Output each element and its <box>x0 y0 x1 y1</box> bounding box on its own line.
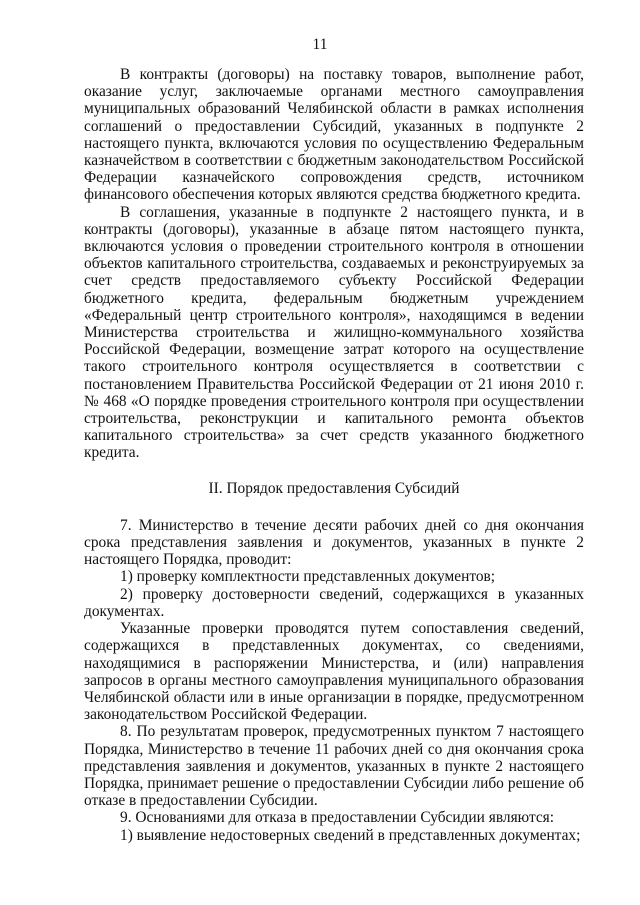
paragraph: 8. По результатам проверок, предусмотренных пунктом 7 настоящего Порядка, Министерство в течение 11 рабочих дней со дня окончания срока представления заявления и документов, указанных в пункте 2 настоящего Порядка, принимает решение о предоставлении Субсидии либо решение об отказе в предоставлении Субсидии. <box>84 723 584 810</box>
paragraph: В контракты (договоры) на поставку товаров, выполнение работ, оказание услуг, заключаемые органами местного самоуправления муниципальных образований Челябинской области в рамках исполнения соглашений о предоставлении Субсидий, указанных в подпункте 2 настоящего пункта, включаются условия по осуществлению Федеральным казначейством в соответствии с бюджетным законодательством Российской Федерации казначейского сопровождения средств, источником финансового обеспечения которых являются средства бюджетного кредита. <box>84 66 584 204</box>
list-item: 1) выявление недостоверных сведений в представленных документах; <box>120 826 581 844</box>
paragraph: 7. Министерство в течение десяти рабочих дней со дня окончания срока представления заявления и документов, указанных в пункте 2 настоящего Порядка, проводит: <box>84 516 584 569</box>
list-item: 1) проверку комплектности представленных документов; <box>120 568 496 586</box>
list-item: 2) проверку достоверности сведений, содержащихся в указанных документах. <box>84 585 584 620</box>
page-number: 11 <box>312 36 328 53</box>
document-body <box>84 66 584 844</box>
paragraph: В соглашения, указанные в подпункте 2 настоящего пункта, и в контракты (договоры), указанные в абзаце пятом настоящего пункта, включаются условия о проведении строительного контроля в отношении объектов капитального строительства, создаваемых и реконструируемых за счет средств предоставляемого субъекту Российской Федерации бюджетного кредита, федеральным бюджетным учреждением «Федеральный центр строительного контроля», находящимся в ведении Министерства строительства и жилищно-коммунального хозяйства Российской Федерации, возмещение затрат которого на осуществление такого строительного контроля осуществляется в соответствии с постановлением Правительства Российской Федерации от 21 июня 2010 г. № 468 «О порядке проведения строительного контроля при осуществлении строительства, реконструкции и капитального ремонта объектов капитального строительства» за счет средств указанного бюджетного кредита. <box>84 203 584 462</box>
paragraph: 9. Основаниями для отказа в предоставлении Субсидии являются: <box>120 809 555 827</box>
paragraph: Указанные проверки проводятся путем сопоставления сведений, содержащихся в представленных документах, со сведениями, находящимися в распоряжении Министерства, и (или) направления запросов в органы местного самоуправления муниципального образования Челябинской области или в иные организации в порядке, предусмотренном законодательством Российской Федерации. <box>84 620 584 724</box>
section-heading: II. Порядок предоставления Субсидий <box>208 479 460 497</box>
